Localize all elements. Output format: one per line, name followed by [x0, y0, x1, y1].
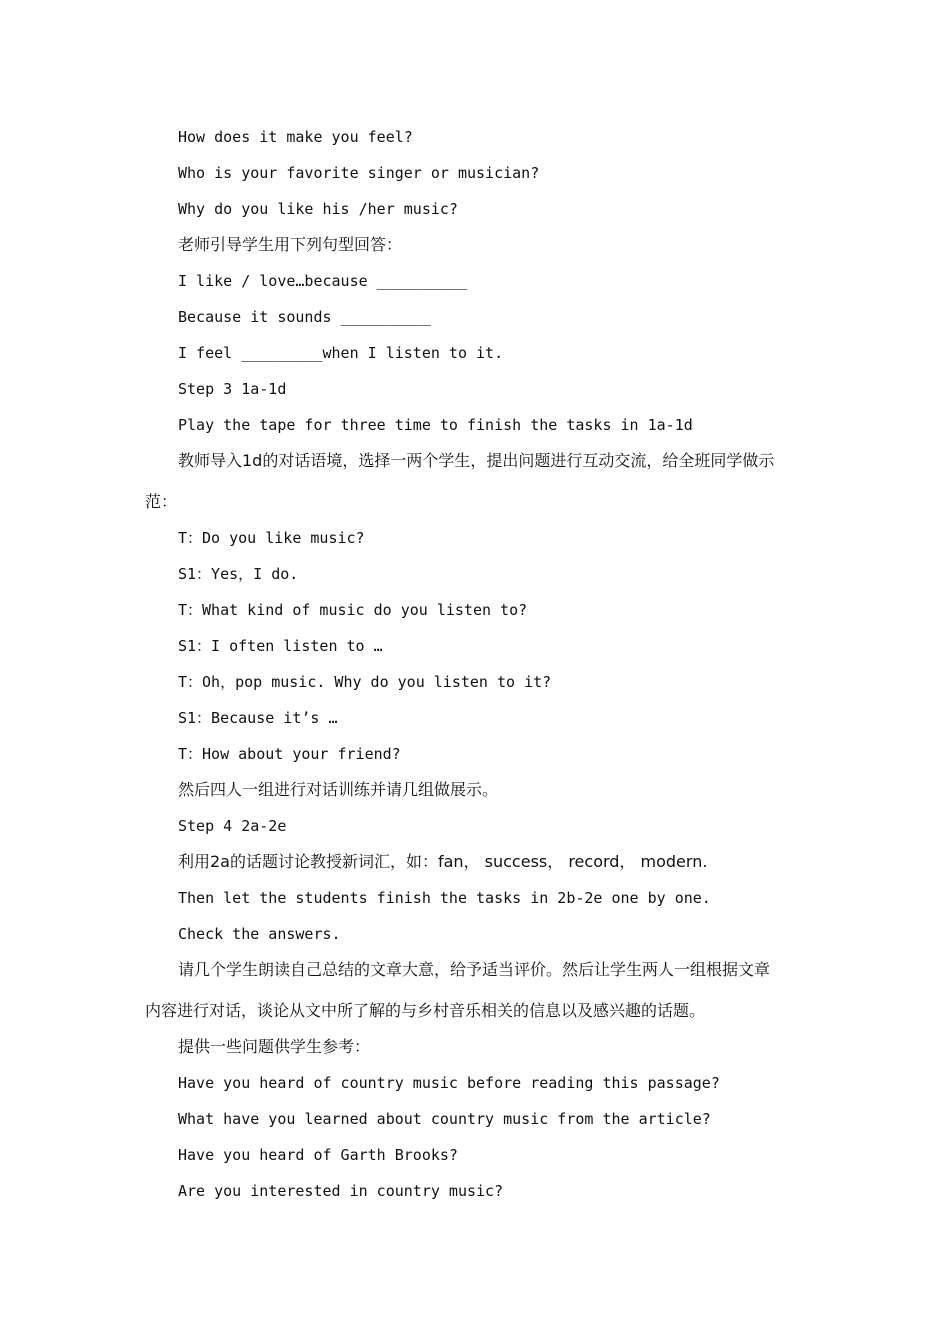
instruction-line: 提供一些问题供学生参考： — [178, 1037, 371, 1056]
instruction-line: 然后四人一组进行对话训练并请几组做展示。 — [178, 780, 499, 799]
sentence-pattern-line: I feel _________when I listen to it. — [178, 344, 504, 362]
step-description: Play the tape for three time to finish the tasks in 1a-1d — [178, 416, 693, 434]
dialogue-line: S1：I often listen to … — [178, 637, 383, 655]
question-line: Have you heard of country music before reading this passage? — [178, 1074, 720, 1092]
step-description: Then let the students finish the tasks in 2b-2e one by one. — [178, 889, 711, 907]
dialogue-line: T：Do you like music? — [178, 529, 365, 547]
instruction-line-continued: 范： — [145, 492, 178, 511]
question-line: Who is your favorite singer or musician? — [178, 164, 540, 182]
question-line: Are you interested in country music? — [178, 1182, 504, 1200]
sentence-pattern-line: Because it sounds __________ — [178, 308, 431, 326]
instruction-line-continued: 内容进行对话，谈论从文中所了解的与乡村音乐相关的信息以及感兴趣的话题。 — [145, 1001, 706, 1020]
dialogue-line: S1：Yes，I do. — [178, 565, 299, 583]
step-description: Check the answers. — [178, 925, 341, 943]
question-line: Why do you like his /her music? — [178, 200, 458, 218]
question-line: How does it make you feel? — [178, 128, 413, 146]
dialogue-line: T：How about your friend? — [178, 745, 401, 763]
dialogue-line: T：What kind of music do you listen to? — [178, 601, 528, 619]
step-heading: Step 3 1a-1d — [178, 380, 287, 398]
dialogue-line: S1：Because it’s … — [178, 709, 338, 727]
dialogue-line: T：Oh，pop music. Why do you listen to it? — [178, 673, 552, 691]
instruction-line: 请几个学生朗读自己总结的文章大意，给予适当评价。然后让学生两人一组根据文章 — [178, 960, 771, 979]
sentence-pattern-line: I like / love…because __________ — [178, 272, 467, 290]
instruction-line: 老师引导学生用下列句型回答： — [178, 235, 403, 254]
question-line: What have you learned about country music from the article? — [178, 1110, 711, 1128]
instruction-line: 教师导入1d的对话语境，选择一两个学生，提出问题进行互动交流，给全班同学做示 — [178, 451, 775, 470]
step-heading: Step 4 2a-2e — [178, 817, 287, 835]
question-line: Have you heard of Garth Brooks? — [178, 1146, 458, 1164]
instruction-line: 利用2a的话题讨论教授新词汇，如：fan， success， record， modern. — [178, 852, 708, 871]
